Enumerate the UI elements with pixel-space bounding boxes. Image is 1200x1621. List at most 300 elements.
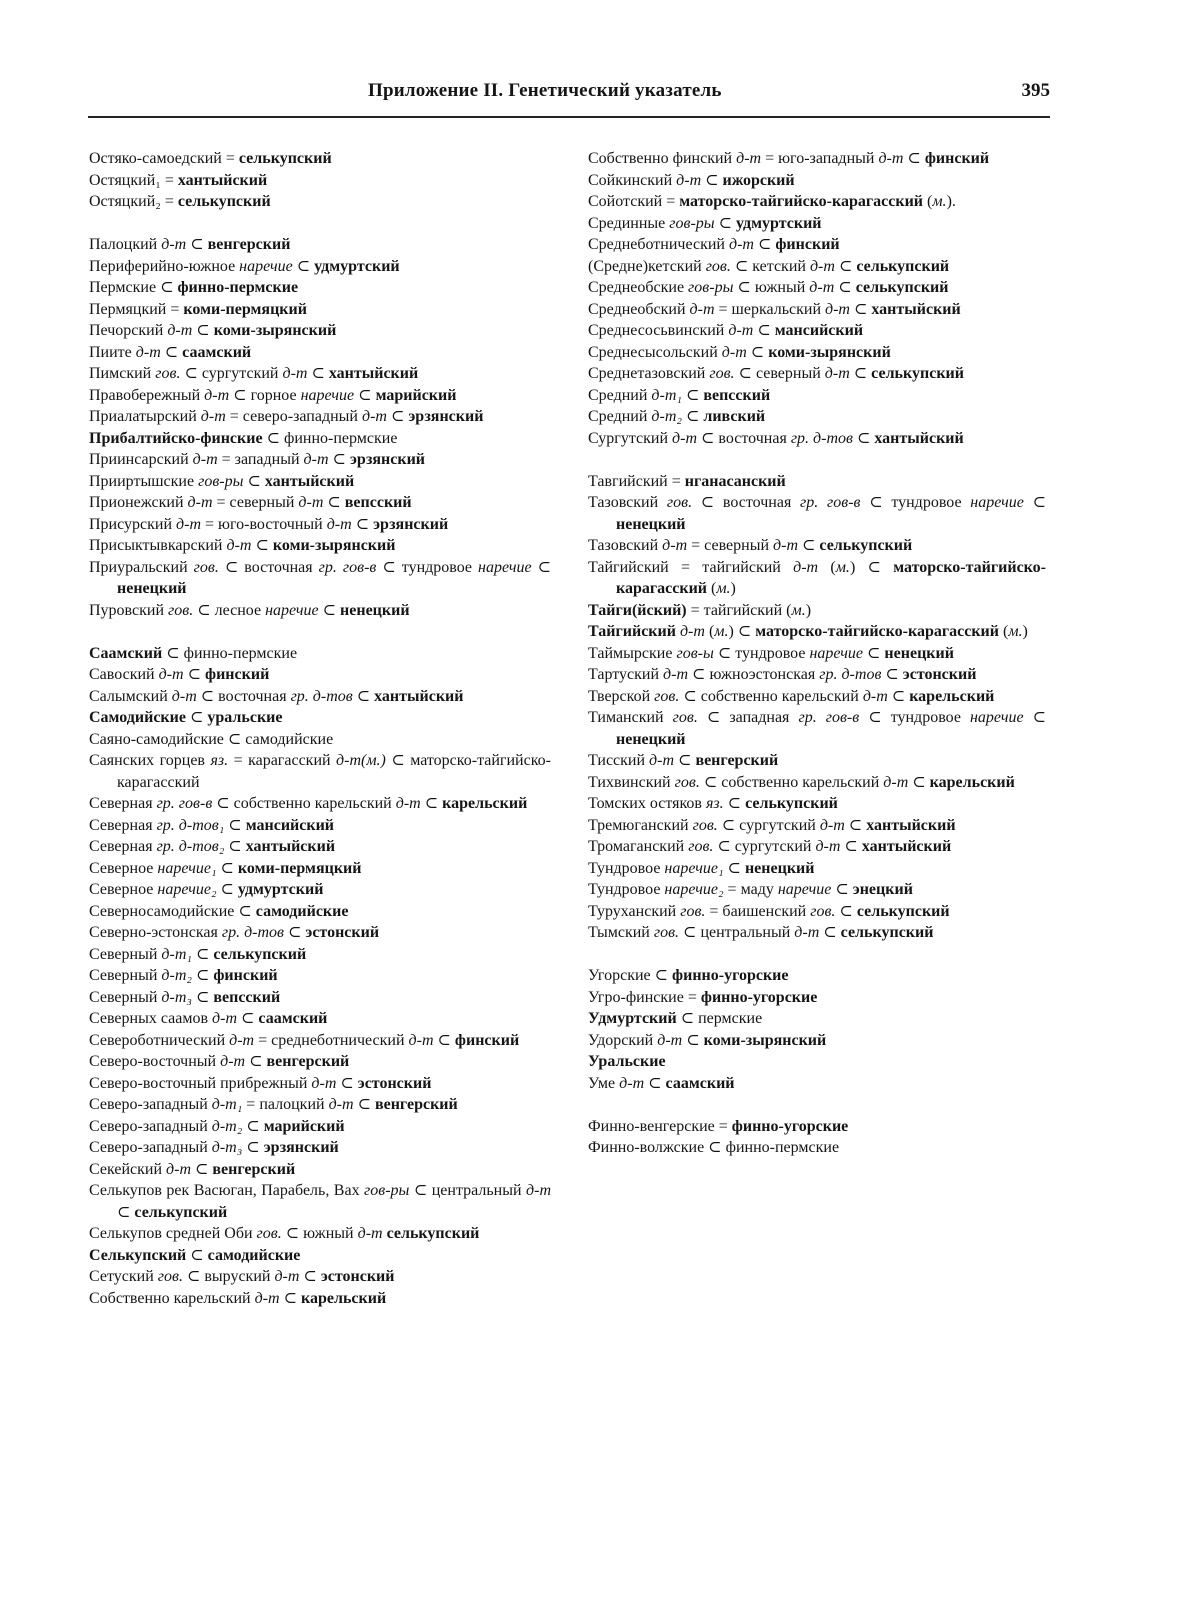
abbreviation: наречие₂ [664, 881, 724, 898]
entry-text: Северный [89, 967, 162, 984]
entry-text: ⊂ [531, 558, 552, 576]
entry-text: Срединные [588, 214, 670, 232]
abbreviation: гов-ры [669, 214, 715, 232]
entry-text: ( [818, 558, 836, 576]
entry-text: Северное [89, 859, 158, 877]
index-entry [89, 1094, 551, 1116]
index-entry [89, 1159, 551, 1181]
index-entry [89, 320, 551, 342]
entry-text: Сойкинский [588, 171, 677, 189]
entry-text: ⊂ [191, 1160, 213, 1178]
index-entry [89, 858, 551, 880]
index-entry [588, 1051, 1046, 1073]
entry-text: ⊂ [834, 279, 856, 296]
language-name: Тайгийский [588, 623, 676, 640]
index-entry [588, 1073, 1046, 1095]
abbreviation: гр. гов-в [800, 494, 861, 511]
language-name: Прибалтийско-финские [89, 429, 263, 447]
language-name: финский [205, 666, 270, 683]
entry-text: ⊂ [192, 322, 214, 339]
entry-text: ⊂ [224, 838, 246, 855]
entry-text: Среднеботнический [588, 236, 729, 253]
abbreviation: гов-ры [364, 1182, 410, 1199]
index-entry [588, 299, 1046, 321]
entry-text: Сойотский = [588, 193, 680, 210]
index-entry [89, 707, 551, 729]
entry-text: ⊂ [353, 1096, 375, 1113]
entry-text: ⊂ [185, 709, 208, 726]
language-name: эстонский [902, 666, 977, 683]
entry-text: Секейский [89, 1160, 167, 1178]
entry-text: Финно-венгерские = [588, 1117, 732, 1135]
abbreviation: наречие [970, 494, 1024, 511]
entry-text: Средний [588, 386, 652, 404]
language-name: финно-угорские [731, 1117, 849, 1135]
abbreviation: д-т [619, 1074, 645, 1092]
abbreviation: д-т [728, 322, 754, 339]
language-name: хантыйский [245, 838, 336, 855]
entry-text: Тазовский [588, 494, 667, 511]
entry-text: = шеркальский [714, 300, 825, 318]
abbreviation: гов. [666, 494, 693, 511]
entry-text: ⊂ [242, 1139, 264, 1156]
entry-text: Тисский [588, 752, 650, 769]
abbreviation: д-т [298, 494, 324, 511]
abbreviation: гов-ы [676, 644, 714, 662]
index-entry [588, 213, 1046, 235]
entry-text: Тайгийский = тайгийский [588, 558, 794, 576]
entry-text: (Средне)кетский [588, 257, 706, 275]
entry-text: ) ⊂ [849, 558, 894, 576]
index-entry [588, 277, 1046, 299]
entry-text: Среднетазовский [588, 365, 710, 382]
entry-text: ( [704, 623, 715, 640]
page-header [88, 76, 1050, 118]
entry-text: Салымский [89, 687, 172, 705]
index-entry [588, 815, 1046, 837]
language-name: ненецкий [884, 644, 954, 662]
page-title: Приложение II. Генетический указатель [368, 80, 722, 101]
index-entry [588, 621, 1046, 643]
entry-text: Пимский [89, 365, 156, 382]
language-name: мансийский [774, 322, 864, 339]
entry-text: ⊂ [243, 472, 265, 490]
entry-text: Североботнический [89, 1031, 230, 1049]
index-entry [89, 815, 551, 837]
entry-text: ⊂ [723, 795, 746, 812]
abbreviation: м. [791, 601, 806, 619]
language-name: хантыйский [874, 429, 964, 447]
abbreviation: д-т [824, 365, 850, 382]
abbreviation: д-т [192, 451, 218, 468]
index-entry [588, 471, 1046, 493]
index-entry [89, 428, 551, 450]
entry-text: ) [805, 601, 812, 619]
entry-text: ⊂ [682, 1031, 704, 1049]
entry-text: = юго-восточный [201, 515, 327, 533]
entry-text: ⊂ выруский [182, 1268, 275, 1285]
entry-text: Собственно финский [588, 150, 737, 167]
entry-text: = баишенский [705, 902, 811, 920]
entry-text: = палоцкий [242, 1096, 329, 1113]
language-name: ливский [703, 408, 766, 425]
abbreviation: д-т₂ [211, 1117, 243, 1135]
abbreviation: наречие [777, 881, 832, 898]
abbreviation: д-т₃ [211, 1139, 243, 1156]
abbreviation: м. [714, 623, 729, 640]
abbreviation: д-т [357, 1225, 383, 1242]
language-name: хантыйский [264, 472, 355, 490]
abbreviation: гов. [155, 365, 181, 382]
entry-text: Среднесосьвинский [588, 322, 729, 339]
entry-text: Селькупов средней Оби [89, 1225, 257, 1242]
index-entry [89, 686, 551, 708]
entry-text: Северных саамов [89, 1010, 213, 1027]
index-entry [89, 1180, 551, 1223]
index-entry [89, 1266, 551, 1288]
index-entry [588, 1030, 1046, 1052]
abbreviation: гр. д-тов [819, 666, 882, 683]
language-name: саамский [665, 1074, 735, 1092]
language-name: эстонский [357, 1074, 432, 1092]
abbreviation: д-т [274, 1268, 300, 1285]
abbreviation: гов. [692, 816, 718, 834]
entry-text: Северное [89, 881, 158, 898]
entry-text: ⊂ [224, 816, 246, 834]
language-name: селькупский [855, 279, 949, 296]
language-name: хантыйский [866, 816, 956, 834]
language-name: удмуртский [314, 257, 400, 275]
entry-text: ⊂ тундровое [860, 494, 971, 511]
language-name: ижорский [722, 171, 795, 189]
entry-text: ⊂ [834, 257, 857, 275]
entry-text: ⊂ [284, 924, 306, 941]
abbreviation: наречие₁ [157, 859, 217, 877]
abbreviation: д-т [158, 666, 184, 683]
abbreviation: д-т [736, 150, 762, 167]
language-name: вепсский [213, 988, 281, 1006]
entry-text: ⊂ сургутский [713, 838, 816, 855]
entry-text: ⊂ восточная [692, 494, 801, 511]
section-gap [89, 621, 551, 643]
index-entry [588, 492, 1046, 535]
abbreviation: д-т [862, 687, 888, 705]
entry-text: ⊂ [354, 386, 376, 404]
entry-text: Северо-западный [89, 1117, 212, 1135]
entry-text: ⊂ [323, 494, 345, 511]
index-entry [89, 342, 551, 364]
language-name: венгерский [266, 1053, 350, 1070]
page-number: 395 [1021, 80, 1050, 101]
entry-text: ⊂ [819, 924, 841, 941]
language-name: маторско-тайгийско-карагасский [679, 193, 924, 210]
entry-text: ⊂ восточная [218, 558, 319, 576]
language-name: венгерский [212, 1160, 296, 1178]
entry-text: Угорские ⊂ [588, 967, 673, 984]
abbreviation: д-т [395, 795, 421, 812]
abbreviation: д-т [311, 1074, 337, 1092]
abbreviation: д-т₁ [161, 945, 192, 963]
index-entry [89, 363, 551, 385]
index-entry [588, 686, 1046, 708]
abbreviation: гр. гов-в [318, 558, 377, 576]
entry-text: Тихвинский [588, 773, 675, 791]
language-name: венгерский [207, 236, 291, 253]
entry-text: = тайгийский ( [686, 601, 792, 619]
language-name: коми-пермяцкий [183, 300, 307, 318]
index-entry [89, 901, 551, 923]
entry-text: ⊂ [714, 214, 737, 232]
entry-text: ⊂ [352, 687, 375, 705]
language-name: эрзянский [373, 515, 449, 533]
entry-text: ) [730, 580, 736, 597]
abbreviation: д-т [728, 236, 754, 253]
abbreviation: д-т(м.) [336, 752, 386, 769]
entry-text: ⊂ собственно карельский [212, 795, 396, 812]
abbreviation: д-т [794, 924, 820, 941]
language-name: саамский [258, 1010, 328, 1027]
entry-text: ⊂ [674, 752, 696, 769]
abbreviation: гов. [256, 1225, 282, 1242]
entry-text: ⊂ [863, 644, 885, 662]
language-name: мансийский [245, 816, 335, 834]
entry-text: ⊂ финно-пермские [162, 644, 298, 662]
abbreviation: д-т [663, 666, 689, 683]
entry-text: Тымский [588, 924, 654, 941]
entry-text: ⊂ [844, 816, 867, 834]
entry-text: Присурский [89, 515, 177, 533]
index-entry [89, 148, 551, 170]
entry-text: = карагасский [228, 752, 337, 769]
abbreviation: д-т [161, 236, 187, 253]
entry-text: Сургутский [588, 429, 673, 447]
index-entry [89, 1073, 551, 1095]
entry-text: Тазовский [588, 537, 663, 554]
language-name: селькупский [871, 365, 964, 382]
entry-text: ⊂ маторско-тайгийско-карагасский [117, 752, 552, 791]
index-entry [588, 836, 1046, 858]
index-entry [588, 987, 1046, 1009]
entry-text: ⊂ [328, 451, 350, 468]
abbreviation: д-т [204, 386, 230, 404]
entry-text: ⊂ тундровое [713, 644, 810, 662]
abbreviation: наречие₂ [157, 881, 217, 898]
entry-text: ⊂ собственно карельский [699, 773, 884, 791]
abbreviation: гр. д-тов [790, 429, 853, 447]
entry-text: ⊂ [351, 515, 374, 533]
abbreviation: гов. [705, 257, 731, 275]
entry-text: ⊂ лесное [193, 601, 266, 619]
index-entry [89, 170, 551, 192]
entry-text: ⊂ центральный [409, 1182, 527, 1199]
language-name: финно-угорские [672, 967, 789, 984]
index-entry [89, 406, 551, 428]
abbreviation: гр. гов-в [798, 709, 860, 726]
entry-text: ) ⊂ [728, 623, 756, 640]
language-name: селькупский [840, 924, 934, 941]
language-name: Тайги(йский) [588, 601, 687, 619]
abbreviation: наречие₁ [664, 859, 724, 877]
index-entry [588, 342, 1046, 364]
abbreviation: д-т [679, 623, 705, 640]
entry-text: ⊂ южный [281, 1225, 358, 1242]
entry-text: Северо-западный [89, 1096, 212, 1113]
entry-text: ⊂ сургутский [717, 816, 820, 834]
language-name: хантыйский [177, 171, 268, 189]
index-entry [588, 965, 1046, 987]
entry-text: Северная [89, 816, 157, 834]
entry-text: ⊂ [840, 838, 862, 855]
language-name: Селькупский [89, 1246, 187, 1264]
section-gap [89, 213, 551, 235]
entry-text: ⊂ [681, 386, 704, 404]
abbreviation: д-т [135, 343, 161, 361]
entry-text: Присыктывкарский [89, 537, 227, 554]
language-name: нганасанский [684, 472, 786, 490]
language-name: финский [213, 967, 278, 984]
abbreviation: д-т [171, 687, 197, 705]
language-name: карельский [929, 773, 1015, 791]
entry-text: ⊂ [336, 1074, 358, 1092]
abbreviation: д-т [676, 171, 702, 189]
index-entry [588, 600, 1046, 622]
entry-text: ⊂ горное [229, 386, 301, 404]
entry-text: Уме [588, 1074, 620, 1092]
entry-text: Северо-восточный прибрежный [89, 1074, 312, 1092]
index-entry [588, 256, 1046, 278]
entry-text: Печорский [89, 322, 168, 339]
language-name: Саамский [89, 644, 163, 662]
index-entry [89, 729, 551, 751]
language-name: ненецкий [616, 730, 686, 748]
abbreviation: гр. д-тов₁ [156, 816, 225, 834]
entry-text: ⊂ [887, 687, 910, 705]
entry-text: ⊂ [1023, 494, 1046, 511]
abbreviation: гов. [688, 838, 714, 855]
language-name: хантыйский [861, 838, 952, 855]
entry-text: Северо-западный [89, 1139, 212, 1156]
entry-text: ( [999, 623, 1009, 640]
abbreviation: наречие [265, 601, 319, 619]
index-entry [89, 514, 551, 536]
entry-text: Пуровский [89, 601, 169, 619]
abbreviation: д-т₂ [651, 408, 682, 425]
entry-text: ⊂ финно-пермские [262, 429, 398, 447]
index-entry [588, 1116, 1046, 1138]
entry-text: Тромаганский [588, 838, 689, 855]
entry-text: Тундровое [588, 859, 665, 877]
index-entry [89, 557, 551, 600]
entry-text: ⊂ [1023, 709, 1046, 726]
index-entry [588, 750, 1046, 772]
entry-text: Саянских горцев [89, 752, 211, 769]
abbreviation: гов-ры [688, 279, 734, 296]
index-entry [588, 406, 1046, 428]
language-name: удмуртский [237, 881, 324, 898]
entry-text: Тверской [588, 687, 655, 705]
entry-text: Тиманский [588, 709, 673, 726]
entry-text: Среднеобский [588, 300, 690, 318]
entry-text: ⊂ кетский [730, 257, 810, 275]
index-entry [89, 1030, 551, 1052]
index-entry [89, 965, 551, 987]
entry-text: ⊂ [881, 666, 903, 683]
language-name: ненецкий [744, 859, 815, 877]
entry-text: Савоский [89, 666, 159, 683]
entry-text: ⊂ [852, 429, 875, 447]
entry-text: = северный [212, 494, 299, 511]
language-name: селькупский [134, 1203, 228, 1221]
entry-text: Остяцкий₂ = [89, 193, 178, 210]
entry-text: ⊂ [117, 1203, 135, 1221]
language-name: селькупский [177, 193, 271, 210]
index-entry [89, 256, 551, 278]
abbreviation: гр. гов-в [156, 795, 213, 812]
entry-text: ⊂ [245, 1053, 267, 1070]
abbreviation: наречие [300, 386, 355, 404]
entry-text: Тундровое [588, 881, 665, 898]
entry-text: Томских остяков [588, 795, 706, 812]
entry-text: ⊂ тундровое [376, 558, 479, 576]
language-name: самодийские [255, 902, 349, 920]
entry-text: ⊂ [186, 236, 208, 253]
abbreviation: гов. [810, 902, 836, 920]
entry-text: ⊂ [701, 171, 723, 189]
entry-text: ) [1022, 623, 1028, 640]
index-entry [588, 428, 1046, 450]
entry-text: Среднесысольский [588, 343, 722, 361]
index-entry [588, 170, 1046, 192]
language-name: коми-пермяцкий [237, 859, 362, 877]
language-name: уральские [207, 709, 283, 726]
entry-text: Пермские ⊂ [89, 279, 178, 296]
entry-text: = среднеботнический [254, 1031, 409, 1049]
language-name: марийский [375, 386, 457, 404]
entry-text: ⊂ [191, 967, 214, 984]
entry-text: ( [707, 580, 717, 597]
abbreviation: д-т [226, 537, 252, 554]
language-name: ненецкий [117, 580, 187, 597]
entry-text: ( [923, 193, 933, 210]
abbreviation: д-т [819, 816, 845, 834]
abbreviation: д-т [809, 279, 835, 296]
entry-text: Северносамодийские ⊂ [89, 902, 256, 920]
index-entry [588, 772, 1046, 794]
abbreviation: гр. д-тов [221, 924, 284, 941]
entry-text: ⊂ [216, 859, 238, 877]
language-name: ненецкий [340, 601, 410, 619]
entry-text: Средний [588, 408, 652, 425]
entry-text: Приуральский [89, 558, 194, 576]
index-entry [89, 299, 551, 321]
index-entry [89, 191, 551, 213]
entry-text: ⊂ [681, 408, 704, 425]
index-entry [588, 234, 1046, 256]
index-entry [89, 664, 551, 686]
abbreviation: д-т [212, 1010, 238, 1027]
entry-text: Палоцкий [89, 236, 162, 253]
index-entry [89, 944, 551, 966]
entry-text: ⊂ [292, 257, 315, 275]
entry-text: ⊂ [753, 236, 776, 253]
language-name: эрзянский [263, 1139, 339, 1156]
index-entry [588, 664, 1046, 686]
section-gap [588, 449, 1046, 471]
abbreviation: гов. [680, 902, 706, 920]
abbreviation: д-т₁ [211, 1096, 243, 1113]
entry-text: ⊂ [746, 343, 769, 361]
index-entry [89, 1223, 551, 1245]
